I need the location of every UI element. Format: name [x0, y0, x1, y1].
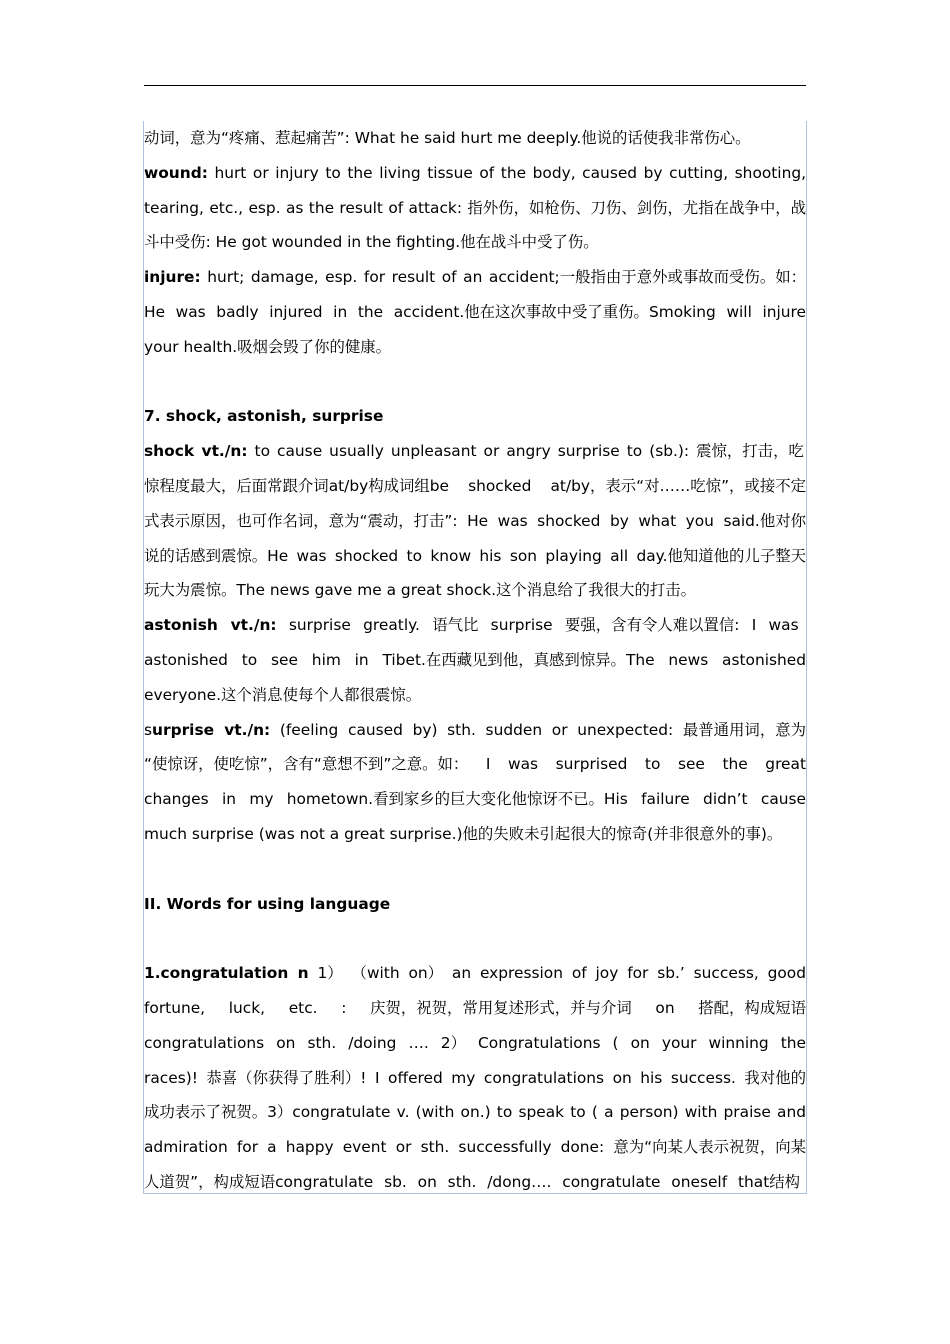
- text-line: astonish vt./n: surprise greatly. 语气比 surprise 要强，含有令人难以置信: I was: [144, 616, 799, 635]
- text-line: changes in my hometown.看到家乡的巨大变化他惊讶不已。His failure didn’t cause: [144, 790, 806, 809]
- text-line: astonished to see him in Tibet.在西藏见到他，真感到惊异。The news astonished: [144, 650, 806, 669]
- section-heading: 7. shock, astonish, surprise: [144, 407, 384, 426]
- text-line: 1.congratulation n 1） （with on） an expression of joy for sb.’ success, good: [144, 964, 806, 983]
- term-shock: shock vt./n:: [144, 442, 248, 461]
- text-line: congratulations on sth. /doing …. 2） Congratulations ( on your winning the: [144, 1033, 806, 1052]
- text-line: 惊程度最大，后面常跟介词at/by构成词组be shocked at/by，表示“对……吃惊”，或接不定: [144, 476, 806, 495]
- document-body: [144, 121, 806, 1200]
- text-line: surprise vt./n: (feeling caused by) sth. sudden or unexpected: 最普通用词，意为: [144, 720, 806, 739]
- text-line: 斗中受伤: He got wounded in the fighting.他在战斗中受了伤。: [144, 233, 599, 252]
- text-line: 式表示原因，也可作名词，意为“震动，打击”: He was shocked by what you said.他对你: [144, 511, 806, 530]
- text-line: admiration for a happy event or sth. successfully done: 意为“向某人表示祝贺，向某: [144, 1138, 806, 1157]
- text-line: “使惊讶，使吃惊”，含有“意想不到”之意。如： I was surprised to see the great: [144, 755, 806, 774]
- text-line: shock vt./n: to cause usually unpleasant or angry surprise to (sb.): 震惊，打击，吃: [144, 442, 804, 461]
- term-congratulation: 1.congratulation n: [144, 964, 309, 983]
- text-line: 成功表示了祝贺。3）congratulate v. (with on.) to speak to ( a person) with praise and: [144, 1103, 806, 1122]
- text-line: 说的话感到震惊。He was shocked to know his son playing all day.他知道他的儿子整天: [144, 546, 806, 565]
- text-line: 动词，意为“疼痛、惹起痛苦”: What he said hurt me deeply.他说的话使我非常伤心。: [144, 129, 751, 147]
- term-astonish: astonish vt./n:: [144, 616, 277, 635]
- text-line: 玩大为震惊。The news gave me a great shock.这个消息给了我很大的打击。: [144, 581, 697, 600]
- blank-line: [144, 365, 806, 400]
- text-line: tearing, etc., esp. as the result of attack: 指外伤，如枪伤、刀伤、剑伤，尤指在战争中，战: [144, 198, 806, 217]
- text-line: much surprise (was not a great surprise.)他的失败未引起很大的惊奇(并非很意外的事)。: [144, 824, 783, 843]
- text-line: injure: hurt; damage, esp. for result of an accident;一般指由于意外或事故而受伤。如：: [144, 268, 806, 287]
- text-line: wound: hurt or injury to the living tissue of the body, caused by cutting, shooting,: [144, 163, 806, 182]
- section-heading: II. Words for using language: [144, 894, 391, 913]
- text-line: races)! 恭喜（你获得了胜利）! I offered my congratulations on his success. 我对他的: [144, 1068, 806, 1087]
- blank-line: [144, 852, 806, 887]
- text-line: He was badly injured in the accident.他在这次事故中受了重伤。Smoking will injure: [144, 302, 806, 321]
- term-surprise: urprise vt./n:: [152, 720, 271, 739]
- header-rule: [144, 85, 806, 86]
- term-wound: wound:: [144, 163, 208, 182]
- text-line: fortune, luck, etc. : 庆贺，祝贺，常用复述形式，并与介词 on 搭配，构成短语: [144, 998, 806, 1017]
- text-line: everyone.这个消息使每个人都很震惊。: [144, 685, 422, 704]
- text-line: your health.吸烟会毁了你的健康。: [144, 337, 392, 356]
- blank-line: [144, 921, 806, 956]
- text-line: 人道贺”，构成短语congratulate sb. on sth. /dong…. congratulate oneself that结构: [144, 1172, 801, 1191]
- term-injure: injure:: [144, 268, 201, 287]
